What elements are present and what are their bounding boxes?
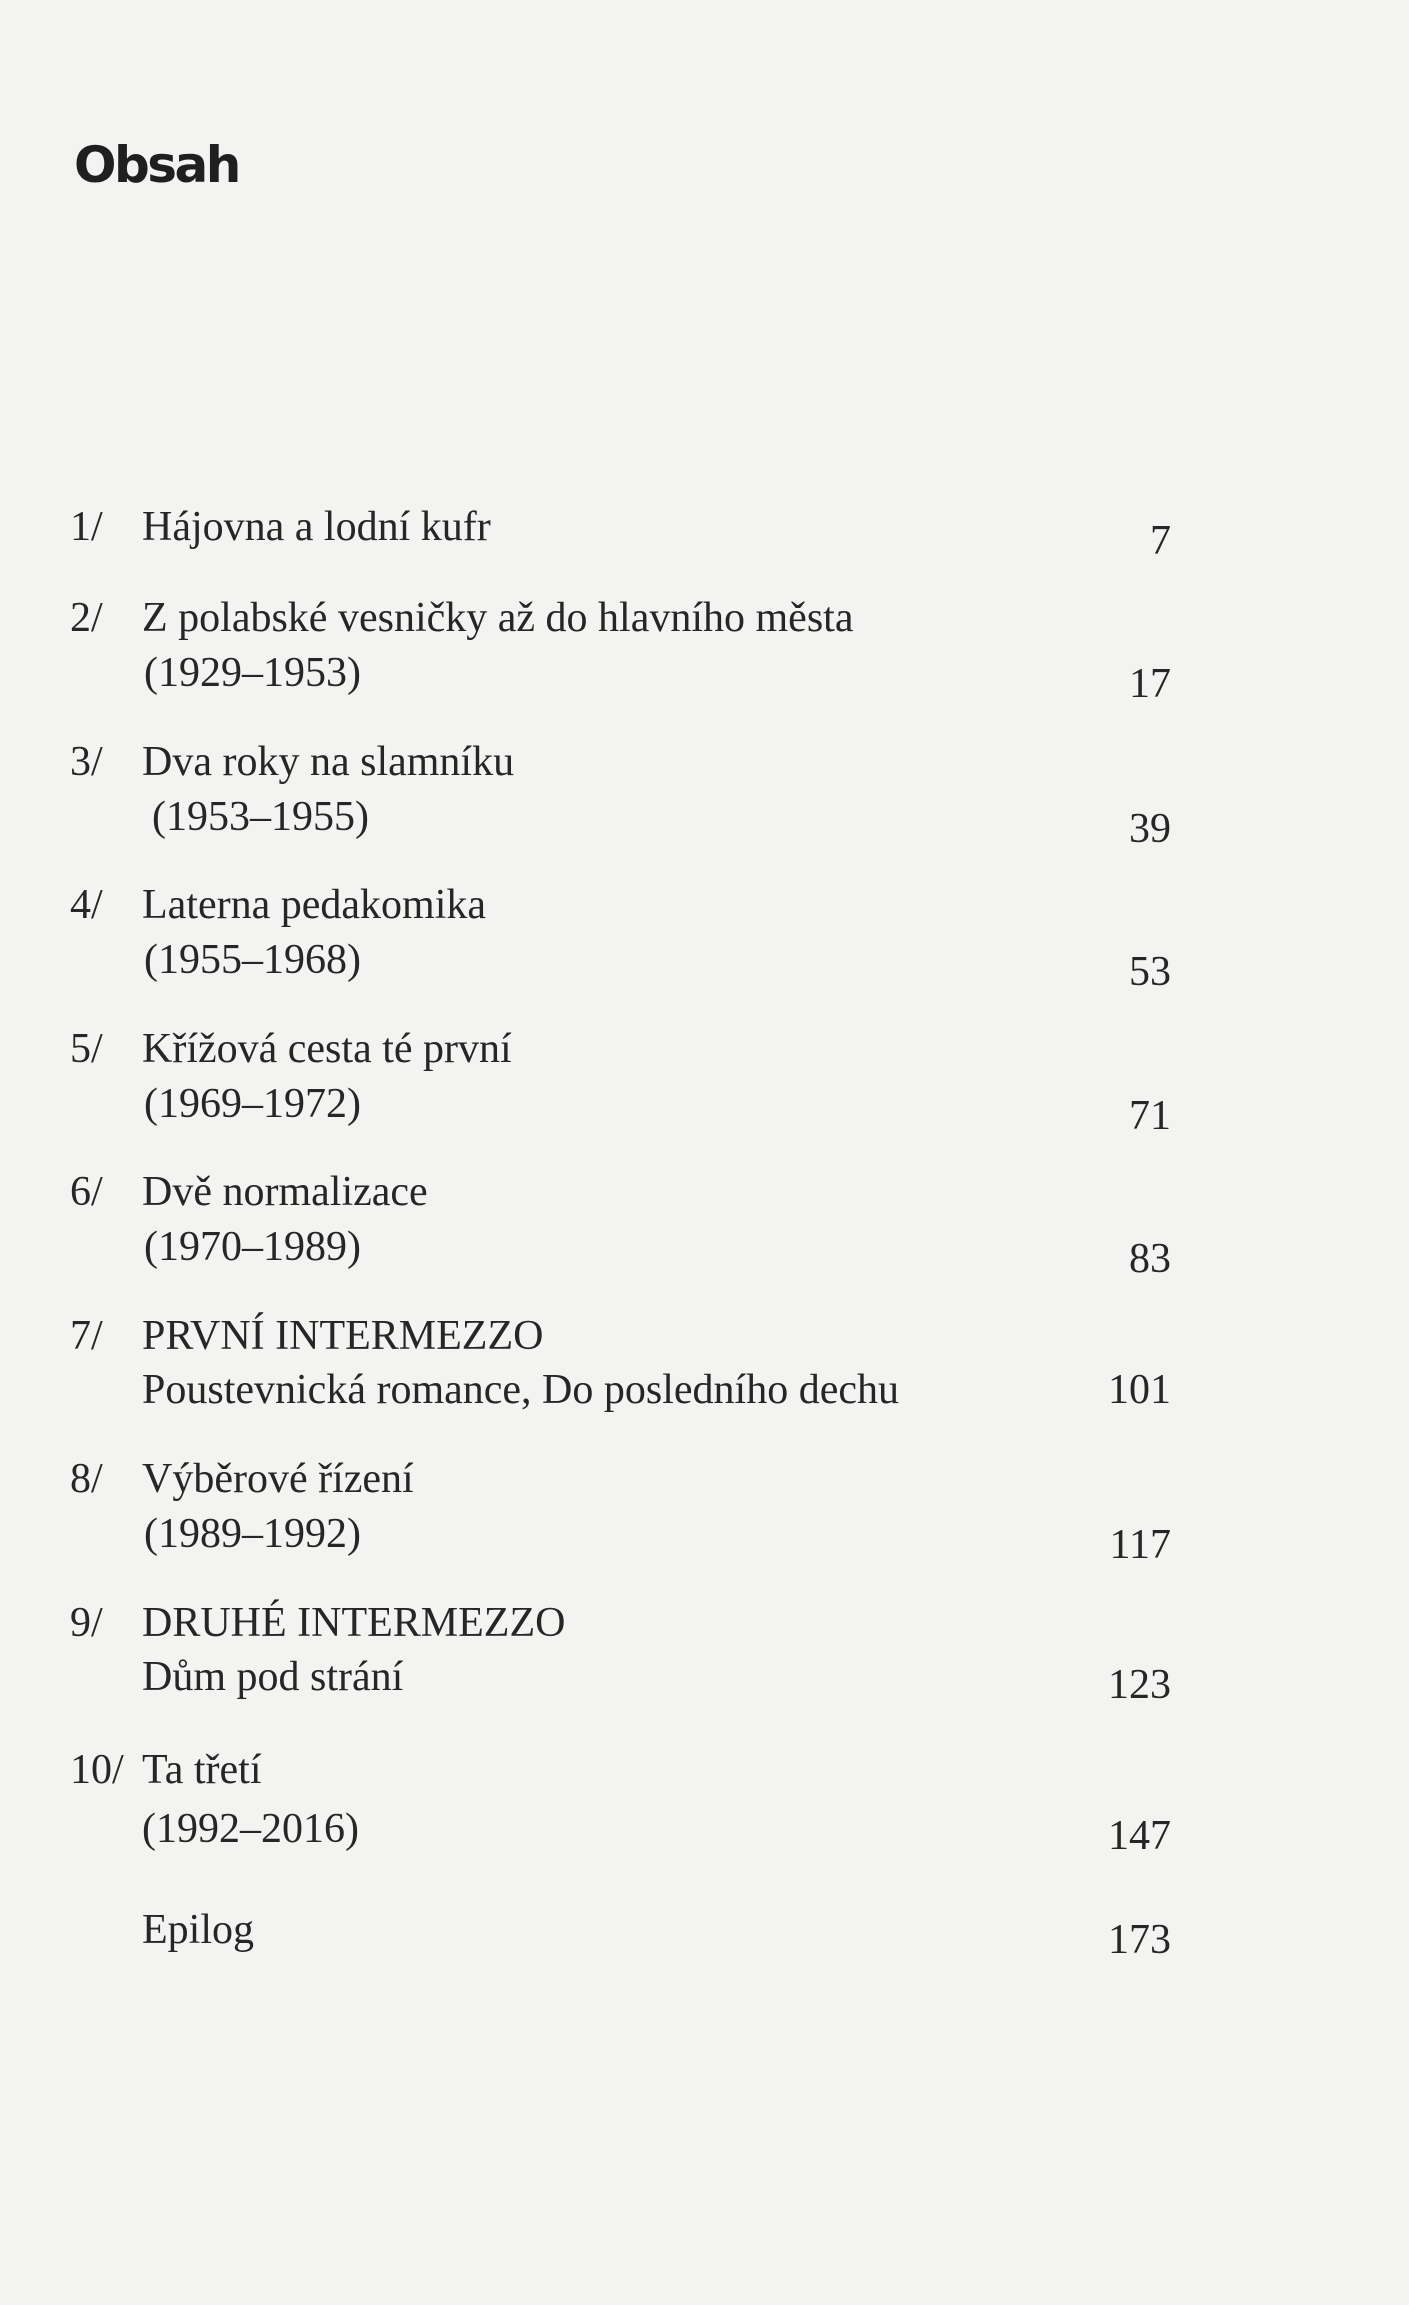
page-number: 117 <box>1109 1522 1171 1568</box>
chapter-title: Dvě normalizace <box>142 1169 428 1215</box>
chapter-number: 7/ <box>70 1313 103 1359</box>
page-number: 39 <box>1129 806 1171 852</box>
chapter-subtitle: (1953–1955) <box>152 794 369 840</box>
chapter-subtitle: (1929–1953) <box>144 650 361 696</box>
chapter-title: DRUHÉ INTERMEZZO <box>142 1600 566 1646</box>
chapter-subtitle: (1955–1968) <box>144 937 361 983</box>
chapter-number: 4/ <box>70 882 103 928</box>
chapter-title: Výběrové řízení <box>142 1456 414 1502</box>
page-number: 123 <box>1108 1662 1171 1708</box>
chapter-title: Dva roky na slamníku <box>142 739 515 785</box>
page-number: 147 <box>1108 1813 1171 1859</box>
chapter-title: PRVNÍ INTERMEZZO <box>142 1313 544 1359</box>
chapter-subtitle: (1969–1972) <box>144 1081 361 1127</box>
page-number: 71 <box>1129 1093 1171 1139</box>
chapter-subtitle: (1989–1992) <box>144 1511 361 1557</box>
chapter-subtitle: (1992–2016) <box>142 1806 359 1852</box>
chapter-subtitle: (1970–1989) <box>144 1224 361 1270</box>
page-number: 83 <box>1129 1236 1171 1282</box>
chapter-number: 8/ <box>70 1456 103 1502</box>
page-number: 53 <box>1129 949 1171 995</box>
page-number: 173 <box>1108 1917 1171 1963</box>
chapter-number: 10/ <box>70 1747 124 1793</box>
chapter-title: Křížová cesta té první <box>142 1026 512 1072</box>
page-number: 101 <box>1108 1367 1171 1413</box>
chapter-subtitle: Dům pod strání <box>142 1654 404 1700</box>
page-title: Obsah <box>74 136 239 194</box>
chapter-title: Hájovna a lodní kufr <box>142 504 491 550</box>
chapter-number: 2/ <box>70 595 103 641</box>
page-number: 17 <box>1129 661 1171 707</box>
chapter-title: Z polabské vesničky až do hlavního města <box>142 595 854 641</box>
chapter-number: 6/ <box>70 1169 103 1215</box>
page-number: 7 <box>1150 518 1171 564</box>
chapter-number: 9/ <box>70 1600 103 1646</box>
chapter-number: 5/ <box>70 1026 103 1072</box>
chapter-subtitle: Poustevnická romance, Do posledního dechu <box>142 1367 899 1413</box>
chapter-number: 3/ <box>70 739 103 785</box>
chapter-number: 1/ <box>70 504 103 550</box>
chapter-title: Epilog <box>142 1907 254 1953</box>
chapter-title: Laterna pedakomika <box>142 882 486 928</box>
chapter-title: Ta třetí <box>142 1747 262 1793</box>
